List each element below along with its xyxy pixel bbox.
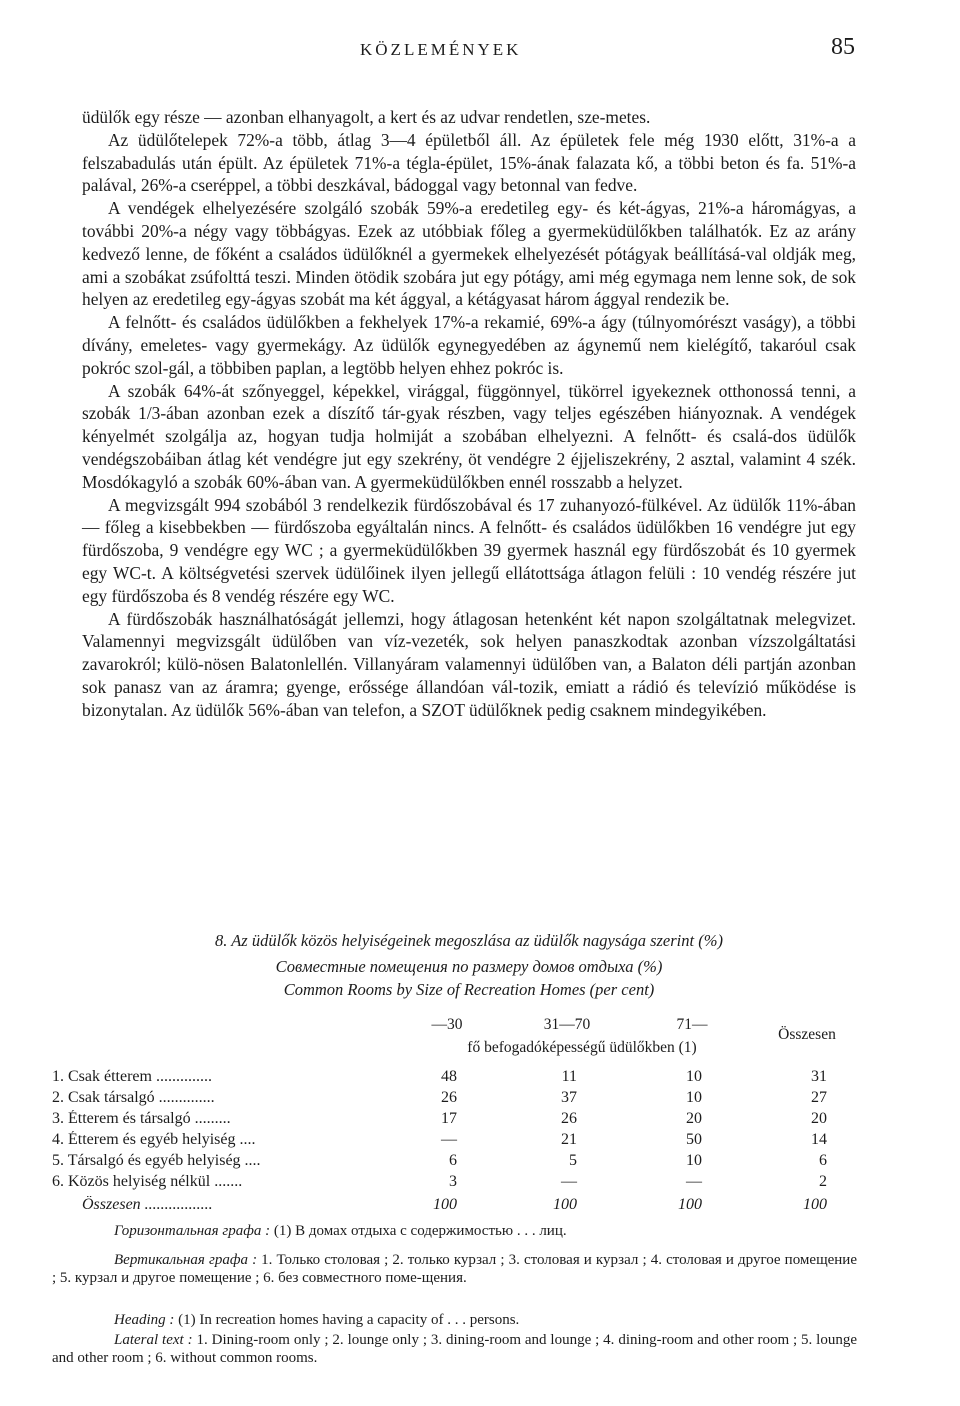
- cell: 20: [686, 1110, 702, 1127]
- cell: —: [561, 1173, 577, 1190]
- column-header-medium: 31—70: [543, 1016, 591, 1033]
- cell: 100: [433, 1196, 457, 1213]
- cell: 10: [686, 1152, 702, 1169]
- note-key: Heading :: [114, 1312, 175, 1328]
- cell: 31: [811, 1068, 827, 1085]
- cell: 10: [686, 1089, 702, 1106]
- table-row: [52, 1131, 852, 1152]
- note-text: 1. Только столовая ; 2. только курзал ; 3. столовая и курзал ; 4. столовая и другое помещение ; 5. курзал и другое помещение ; 6. без совместного поме-щения.: [52, 1252, 857, 1286]
- note-key: Горизонтальная графа :: [114, 1223, 271, 1239]
- cell: 100: [803, 1196, 827, 1213]
- note-text: (1) В домах отдыха с содержимостью . . . лиц.: [273, 1223, 567, 1239]
- note-english-lateral: [52, 1331, 857, 1367]
- paragraph: A fürdőszobák használhatóságát jellemzi, hogy átlagosan hetenként két napon szolgáltatnak melegvizet. Valamennyi megvizsgált üdülőben van víz-vezeték, sok helyen panaszkodtak azonban vízszolgáltatási zavarokról; külö-nösen Balatonlellén. Villanyáram valamennyi üdülőben van, a Balaton déli partján azonban sok panasz van az áramra; gyenge, erőssége állandóan vál-tozik, emiatt a rádió és televízió működése is bizonytalan. Az üdülők 56%-ában van telefon, a SZOT üdülőknek pedig csaknem mindegyikében.: [82, 608, 856, 720]
- cell: 3: [449, 1173, 457, 1190]
- paragraph: A megvizsgált 994 szobából 3 rendelkezik fürdőszobával és 17 zuhanyozó-fülkével. Az üdülők 11%-ában — főleg a kisebbekben — fürdőszoba egyáltalán nincs. A felnőtt- és családos üdülőkben 16 vendégre jut egy fürdőszoba, 9 vendégre egy WC ; a gyermeküdülőkben 39 gyermek használ egy fürdőszobát és 10 gyermek egy WC-t. A költségvetési szervek üdülőinek ilyen jellegű ellátottsága átlagon felüli : 10 vendég részére jut egy fürdőszoba és 8 vendég részére egy WC.: [82, 494, 856, 606]
- row-label: 5. Társalgó és egyéb helyiség ....: [52, 1152, 261, 1169]
- cell: 100: [553, 1196, 577, 1213]
- paragraph: Az üdülőtelepek 72%-a több, átlag 3—4 épületből áll. Az épületek fele még 1930 előtt, 31%-a a felszabadulás után épült. Az épületek 71%-a tégla-épület, 15%-ának falazata kő, a többi beton és fa. 51%-a palával, 26%-a cseréppel, a többi deszkával, bádoggal vagy betonnal van fedve.: [82, 129, 856, 196]
- cell: 6: [819, 1152, 827, 1169]
- cell: 14: [811, 1131, 827, 1148]
- row-label: 4. Étterem és egyéb helyiség ....: [52, 1131, 256, 1148]
- note-key: Lateral text :: [114, 1332, 193, 1348]
- row-label: Összesen .................: [82, 1196, 213, 1213]
- note-english-heading: [52, 1311, 857, 1329]
- row-label: 1. Csak étterem ..............: [52, 1068, 212, 1085]
- note-russian-heading: [52, 1222, 857, 1240]
- cell: 10: [686, 1068, 702, 1085]
- table-total-row: [52, 1196, 852, 1217]
- note-russian-lateral: [52, 1251, 857, 1287]
- cell: 48: [441, 1068, 457, 1085]
- cell: —: [441, 1131, 457, 1148]
- running-header: KÖZLEMÉNYEK: [360, 40, 522, 59]
- table-row: [52, 1068, 852, 1089]
- cell: 20: [811, 1110, 827, 1127]
- paragraph: A felnőtt- és családos üdülőkben a fekhelyek 17%-a rekamié, 69%-a ágy (túlnyomórészt vaságy), a többi dívány, emeletes- vagy gyermekágy. Az üdülők egynegyedében az ágynemű nem kielégítő, takaróul csak pokróc szol-gál, a többiben paplan, a legtöbb helyen ehhez pokróc is.: [82, 312, 856, 378]
- cell: 11: [561, 1068, 577, 1085]
- paragraph: üdülők egy része — azonban elhanyagolt, a kert és az udvar rendetlen, sze-metes.: [82, 107, 651, 127]
- cell: 37: [561, 1089, 577, 1106]
- cell: 27: [811, 1089, 827, 1106]
- row-label: 2. Csak társalgó ..............: [52, 1089, 215, 1106]
- cell: 21: [561, 1131, 577, 1148]
- cell: 6: [449, 1152, 457, 1169]
- cell: 50: [686, 1131, 702, 1148]
- column-header-subtitle: fő befogadóképességű üdülőkben (1): [467, 1039, 697, 1056]
- paragraph: A szobák 64%-át szőnyeggel, képekkel, virággal, függönnyel, tükörrel igyekeznek otthonossá tenni, a szobák 1/3-ában azonban ezek a díszítő tár-gyak részben, vagy teljes egészében hiányoznak. A vendégek kényelmét szolgálja az, hogyan tudja holmiját a szobában elhelyezni. A felnőtt- és csalá-dos üdülők vendégszobáiban átlag két vendégre jut egy szekrény, öt vendégre 2 éjjeliszekrény, 2 asztal, valamint 4 szék. Mosdókagyló a szobák 60%-ában van. A gyermeküdülőkben ennél rosszabb a helyzet.: [82, 380, 856, 492]
- table-row: [52, 1110, 852, 1131]
- cell: 2: [819, 1173, 827, 1190]
- paragraph: A vendégek elhelyezésére szolgáló szobák 59%-a eredetileg egy- és két-ágyas, 21%-a háromágyas, a további 20%-a négy vagy többágyas. Ezek az utóbbiak főleg a gyermeküdülőkben találhatók. Ez az arány kedvező lenne, de főként a családos üdülőknél a gyermekek elhelyezését pótágyak beállításá-val oldják meg, ami a szobákat zsúfolttá teszi. Minden ötödik szobára jut egy pótágy, ami még egymaga nem lenne sok, de sok helyen az eredetileg egy-ágyas szobát ma két ággyal, a kétágyasat három ággyal rendezik be.: [82, 198, 856, 310]
- page-number: 85: [831, 34, 855, 60]
- note-text: 1. Dining-room only ; 2. lounge only ; 3. dining-room and lounge ; 4. dining-room and other room ; 5. lounge and other room ; 6. without common rooms.: [52, 1332, 858, 1366]
- row-label: 3. Étterem és társalgó .........: [52, 1110, 231, 1127]
- table-title-english: Common Rooms by Size of Recreation Homes (per cent): [283, 980, 655, 999]
- table-row: [52, 1173, 852, 1194]
- body-text: [82, 106, 856, 722]
- column-header-small: —30: [431, 1016, 463, 1033]
- cell: 5: [569, 1152, 577, 1169]
- cell: 17: [441, 1110, 457, 1127]
- row-label: 6. Közös helyiség nélkül .......: [52, 1173, 243, 1190]
- cell: 26: [441, 1089, 457, 1106]
- table-row: [52, 1089, 852, 1110]
- column-header-large: 71—: [676, 1016, 708, 1033]
- cell: 100: [678, 1196, 702, 1213]
- cell: 26: [561, 1110, 577, 1127]
- table-title-hungarian: 8. Az üdülők közös helyiségeinek megoszlása az üdülők nagysága szerint (%): [215, 931, 723, 950]
- note-text: (1) In recreation homes having a capacity of . . . persons.: [178, 1312, 520, 1328]
- table-title-russian: Совместные помещения по размеру домов отдыха (%): [275, 957, 663, 976]
- table-row: [52, 1152, 852, 1173]
- column-header-total: Összesen: [778, 1026, 836, 1043]
- cell: —: [686, 1173, 702, 1190]
- note-key: Вертикальная графа :: [114, 1252, 258, 1268]
